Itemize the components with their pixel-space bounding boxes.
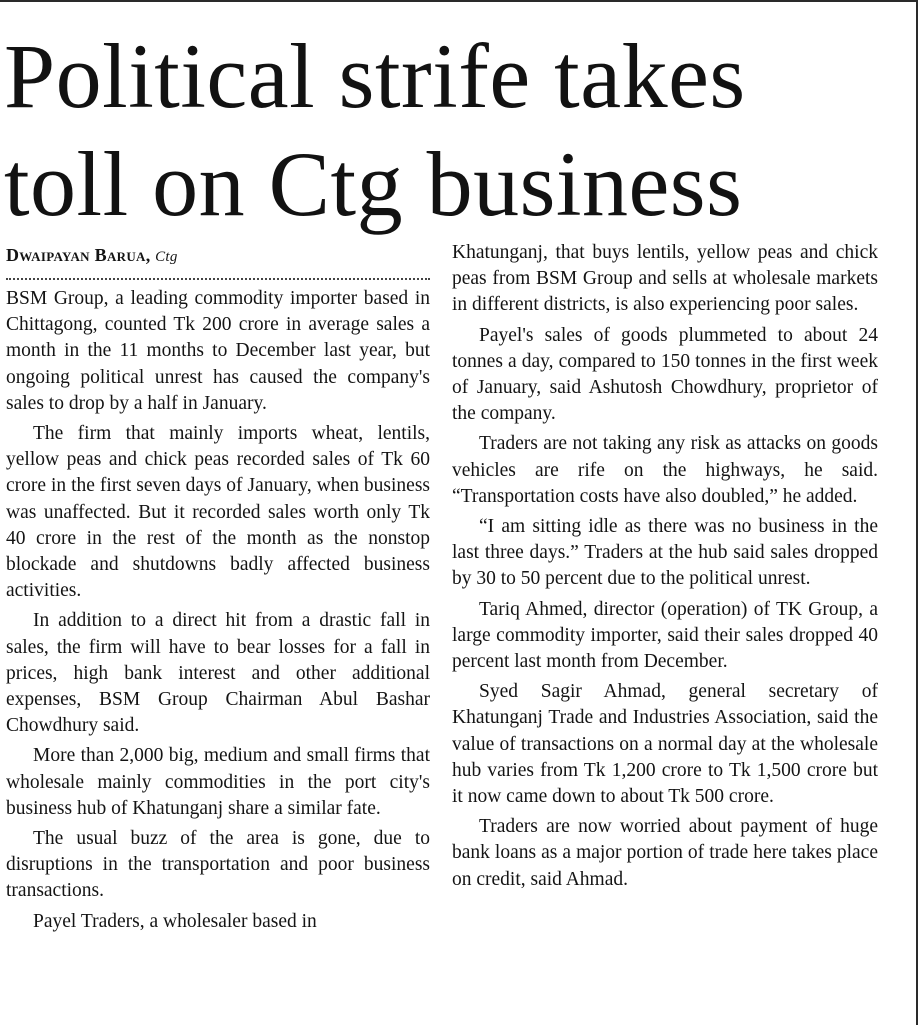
- byline-location: Ctg: [155, 249, 178, 265]
- paragraph: Payel Traders, a wholesaler based in: [33, 910, 317, 932]
- byline: [6, 242, 430, 270]
- headline-line-2: toll on Ctg business: [4, 133, 743, 235]
- paragraph: Syed Sagir Ahmad, general secretary of Khatunganj Trade and Industries Association, said the value of transactions on a normal day at the wholesale hub varies from Tk 1,200 crore to Tk 1,500 crore but it now came down to about Tk 500 crore.: [452, 681, 878, 808]
- paragraph: More than 2,000 big, medium and small firms that wholesale mainly commodities in the port city's business hub of Khatunganj share a similar fate.: [6, 745, 430, 819]
- headline-line-1: Political strife takes: [4, 25, 746, 127]
- paragraph: BSM Group, a leading commodity importer based in Chittagong, counted Tk 200 crore in average sales a month in the 11 months to December last year, but ongoing political unrest has caused the company's sales to drop by a half in January.: [6, 288, 430, 414]
- paragraph: Payel's sales of goods plummeted to about 24 tonnes a day, compared to 150 tonnes in the first week of January, said Ashutosh Chowdhury, proprietor of the company.: [452, 324, 878, 425]
- paragraph: “I am sitting idle as there was no business in the last three days.” Traders at the hub said sales dropped by 30 to 50 percent due to the political unrest.: [452, 516, 878, 590]
- byline-divider: [6, 278, 430, 280]
- headline: [4, 22, 904, 238]
- paragraph: Tariq Ahmed, director (operation) of TK Group, a large commodity importer, said their sales dropped 40 percent last month from December.: [452, 598, 878, 673]
- paragraph: In addition to a direct hit from a drastic fall in sales, the firm will have to bear losses for a fall in prices, high bank interest and other additional expenses, BSM Group Chairman Abul Bashar Chowdhury said.: [6, 610, 430, 737]
- paragraph: Traders are not taking any risk as attacks on goods vehicles are rife on the highways, he said. “Transportation costs have also doubled,” he added.: [452, 433, 878, 507]
- byline-author: Dwaipayan Barua,: [6, 245, 151, 265]
- paragraph: Traders are now worried about payment of huge bank loans as a major portion of trade here takes place on credit, said Ahmad.: [452, 816, 878, 890]
- paragraph: Khatunganj, that buys lentils, yellow peas and chick peas from BSM Group and sells at wholesale markets in different districts, is also experiencing poor sales.: [452, 242, 878, 316]
- paragraph: The firm that mainly imports wheat, lentils, yellow peas and chick peas recorded sales of Tk 60 crore in the first seven days of January, when business was unaffected. But it recorded sales worth only Tk 40 crore in the rest of the month as the nonstop blockade and shutdowns badly affected business activities.: [6, 423, 430, 602]
- left-column: [6, 242, 430, 939]
- right-column: [452, 240, 878, 897]
- paragraph: The usual buzz of the area is gone, due to disruptions in the transportation and poor business transactions.: [6, 828, 430, 902]
